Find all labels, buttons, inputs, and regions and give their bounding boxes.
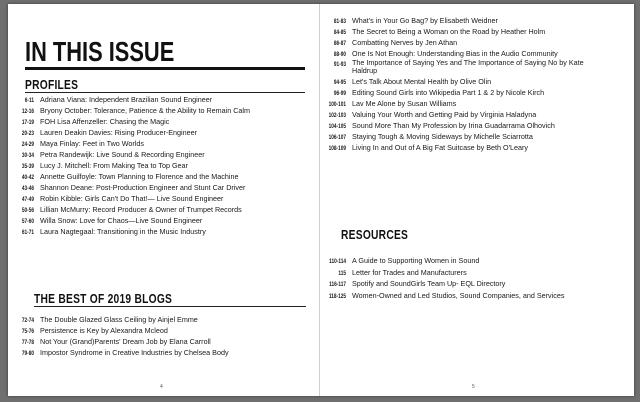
toc-entry — [320, 15, 620, 26]
toc-page-range: 17-19 — [21, 119, 34, 126]
toc-entry-title: Lucy J. Mitchell: From Making Tea to Top Gear — [40, 161, 188, 170]
resources-list — [320, 255, 620, 301]
toc-entry-title: The Double Glazed Glass Ceiling by Ainjel Emme — [40, 315, 198, 324]
toc-page-range: 57-60 — [21, 218, 34, 225]
toc-entry-title: Petra Randewijk: Live Sound & Recording Engineer — [40, 150, 205, 159]
toc-entry — [8, 182, 313, 193]
left-page — [8, 4, 319, 396]
toc-entry — [320, 109, 620, 120]
toc-entry — [8, 215, 313, 226]
toc-entry-title: Impostor Syndrome in Creative Industries by Chelsea Body — [40, 348, 229, 357]
toc-page-range: 96-99 — [333, 90, 346, 97]
toc-entry — [8, 204, 313, 215]
blogs-continued-list — [320, 15, 620, 153]
toc-entry — [8, 193, 313, 204]
toc-page-range: 75-76 — [21, 328, 34, 335]
page-number: 4 — [160, 384, 163, 390]
page-title: IN THIS ISSUE — [25, 36, 175, 67]
toc-entry-title: One Is Not Enough: Understanding Bias in the Audio Community — [352, 49, 558, 58]
toc-page-range: 40-42 — [21, 174, 34, 181]
toc-page-range: 84-85 — [333, 29, 346, 36]
toc-entry-title: Valuing Your Worth and Getting Paid by Virginia Haladyna — [352, 110, 537, 119]
toc-entry-title: A Guide to Supporting Women in Sound — [352, 256, 480, 265]
toc-entry — [8, 226, 313, 237]
toc-page-range: 81-83 — [333, 18, 346, 25]
toc-entry-title: Combatting Nerves by Jen Athan — [352, 38, 458, 47]
toc-page-range: 94-95 — [333, 79, 346, 86]
toc-entry — [320, 37, 620, 48]
toc-page-range: 24-29 — [21, 141, 34, 148]
toc-page-range: 20-23 — [21, 130, 34, 137]
toc-entry-title: Lillian McMurry: Record Producer & Owner of Trumpet Records — [40, 205, 242, 214]
toc-entry-title: FOH Lisa Affenzeller: Chasing the Magic — [40, 117, 170, 126]
toc-entry-title: Annette Guilfoyle: Town Planning to Florence and the Machine — [40, 172, 239, 181]
toc-page-range: 118-125 — [328, 292, 346, 300]
resources-heading: RESOURCES — [341, 228, 409, 242]
toc-entry — [8, 105, 313, 116]
toc-page-range: 86-87 — [333, 40, 346, 47]
toc-entry-title: Adriana Viana: Independent Brazilian Sound Engineer — [40, 95, 213, 104]
toc-page-range: 12-16 — [21, 108, 34, 115]
blogs-rule — [34, 306, 306, 307]
toc-page-range: 35-39 — [21, 163, 34, 170]
toc-entry — [320, 278, 620, 290]
toc-page-range: 43-46 — [21, 185, 34, 192]
toc-page-range: 108-109 — [328, 145, 346, 152]
toc-entry-title: The Secret to Being a Woman on the Road by Heather Holm — [352, 27, 546, 36]
blogs-list — [8, 314, 313, 358]
toc-page-range: 47-49 — [21, 196, 34, 203]
toc-page-range: 104-105 — [328, 123, 346, 130]
toc-entry-title: Women-Owned and Led Studios, Sound Companies, and Services — [352, 290, 565, 300]
toc-page-range: 6-11 — [24, 97, 34, 104]
toc-entry-title: Not Your (Grand)Parents' Dream Job by Elana Carroll — [40, 337, 211, 346]
toc-entry — [320, 120, 620, 131]
toc-entry-title: Living In and Out of A Big Fat Suitcase by Beth O'Leary — [352, 143, 528, 152]
toc-entry — [8, 94, 313, 105]
toc-entry-title: Staying Tough & Moving Sideways by Michelle Sciarrotta — [352, 132, 533, 141]
toc-entry-title: Maya Finlay: Feet in Two Worlds — [40, 139, 144, 148]
toc-entry — [8, 138, 313, 149]
toc-page-range: 91-93 — [333, 61, 346, 68]
toc-entry — [8, 149, 313, 160]
toc-entry — [8, 325, 313, 336]
profiles-list — [8, 94, 313, 237]
toc-entry-title: Bryony October: Tolerance, Patience & the Ability to Remain Calm — [40, 106, 251, 115]
toc-entry-title: What's in Your Go Bag? by Elisabeth Weidner — [352, 16, 498, 25]
toc-entry-title: Letter for Trades and Manufacturers — [352, 267, 467, 277]
blogs-heading: THE BEST OF 2019 BLOGS — [34, 292, 173, 306]
toc-entry-title: The Importance of Saying Yes and The Importance of Saying No by Kate Haldrup — [352, 58, 584, 75]
toc-page-range: 88-90 — [333, 51, 346, 58]
toc-page-range: 61-71 — [21, 229, 34, 236]
toc-entry-title: Persistence is Key by Alexandra Mcleod — [40, 326, 168, 335]
toc-page-range: 72-74 — [21, 317, 34, 324]
toc-page-range: 79-80 — [21, 350, 34, 357]
toc-page-range: 116-117 — [329, 281, 346, 288]
toc-entry — [8, 160, 313, 171]
toc-entry-title: Robin Kibble: Girls Can't Do That!— Live Sound Engineer — [40, 194, 224, 203]
toc-entry — [320, 142, 620, 153]
toc-entry — [320, 267, 620, 279]
toc-entry — [320, 290, 620, 302]
toc-entry — [320, 131, 620, 142]
toc-entry — [8, 116, 313, 127]
toc-entry — [320, 26, 620, 37]
toc-entry-title: Shannon Deane: Post-Production Engineer and Stunt Car Driver — [40, 183, 246, 192]
toc-page-range: 102-103 — [328, 112, 346, 119]
toc-entry — [8, 171, 313, 182]
toc-page-range: 106-107 — [328, 134, 346, 141]
toc-entry — [8, 347, 313, 358]
toc-entry — [8, 127, 313, 138]
toc-page-range: 115 — [338, 269, 346, 277]
magazine-spread — [8, 4, 634, 396]
toc-entry-title: Spotify and SoundGirls Team Up- EQL Directory — [352, 279, 506, 288]
title-underline — [25, 67, 305, 70]
toc-entry — [8, 336, 313, 347]
toc-entry — [320, 255, 620, 267]
page-number: 5 — [472, 384, 475, 390]
toc-entry-title: Lav Me Alone by Susan Williams — [352, 99, 457, 108]
toc-entry — [320, 98, 620, 109]
toc-page-range: 30-34 — [21, 152, 34, 159]
toc-entry-title: Lauren Deakin Davies: Rising Producer-Engineer — [40, 128, 198, 137]
profiles-rule — [25, 92, 305, 93]
toc-entry-title: Sound More Than My Profession by Irina Guadarrama Olhovich — [352, 121, 555, 130]
profiles-heading: PROFILES — [25, 78, 79, 92]
toc-entry — [320, 87, 620, 98]
toc-entry-title: Let's Talk About Mental Health by Olive Olin — [352, 77, 492, 86]
toc-entry-title: Editing Sound Girls into Wikipedia Part 1 & 2 by Nicole Kirch — [352, 88, 545, 97]
toc-page-range: 100-101 — [328, 101, 346, 108]
toc-entry — [320, 76, 620, 87]
toc-entry-title: Laura Nagtegaal: Transitioning in the Music Industry — [40, 227, 206, 236]
right-page — [320, 4, 634, 396]
toc-page-range: 77-78 — [21, 339, 34, 346]
toc-entry — [320, 59, 620, 76]
toc-entry — [8, 314, 313, 325]
toc-page-range: 110-114 — [329, 258, 346, 265]
toc-page-range: 50-56 — [21, 207, 34, 214]
toc-entry-title: Willa Snow: Love for Chaos—Live Sound Engineer — [40, 216, 203, 225]
